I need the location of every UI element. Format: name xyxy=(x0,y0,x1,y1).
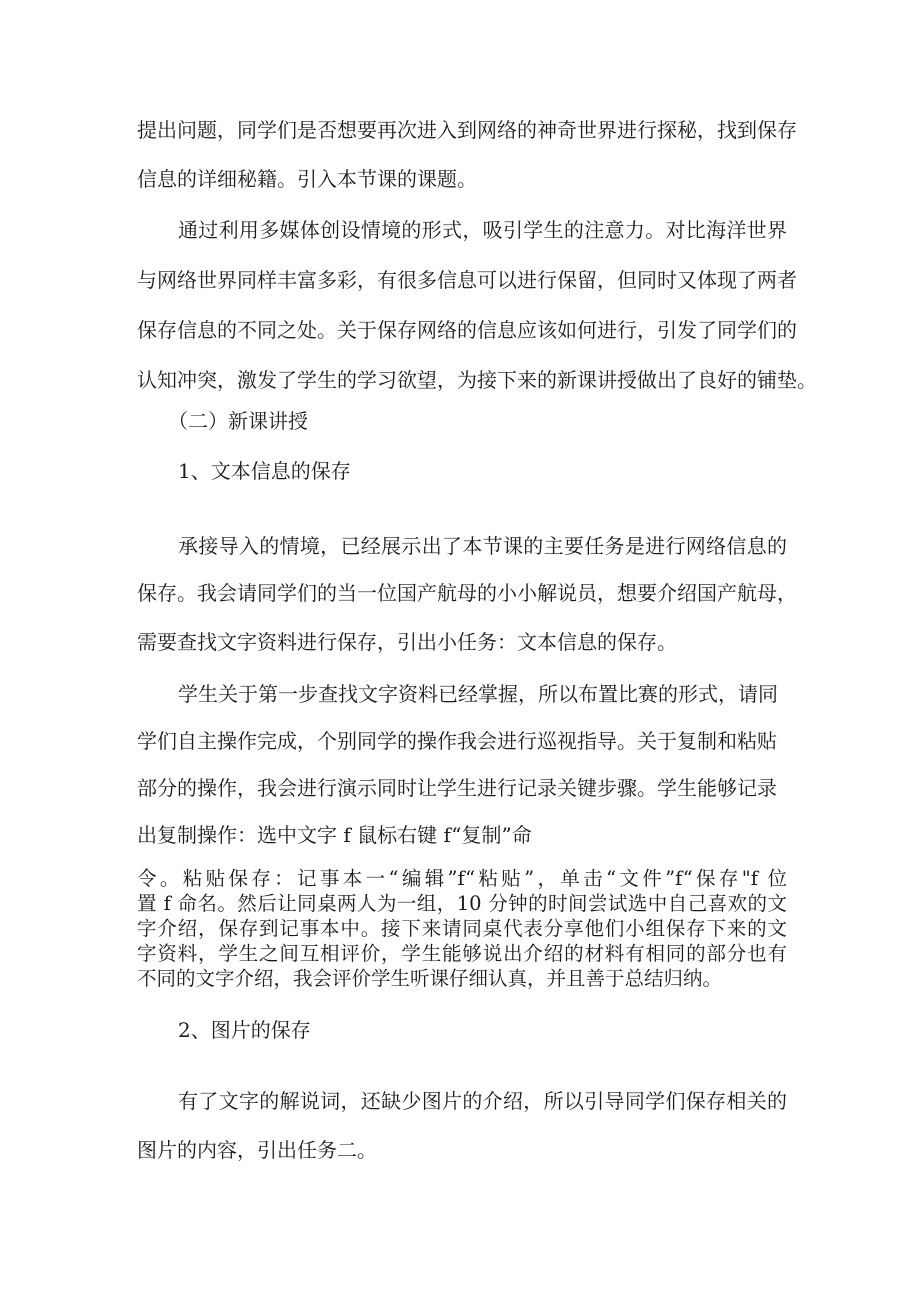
paragraph-line: 与网络世界同样丰富多彩，有很多信息可以进行保留，但同时又体现了两者 xyxy=(137,268,797,292)
paragraph-line: 学生关于第一步查找文字资料已经掌握，所以布置比赛的形式，请同 xyxy=(178,682,778,706)
paragraph-line: 令。粘贴保存：记事本一“编辑”f“粘贴”，单击“文件”f“保存"f 位 xyxy=(137,867,787,890)
paragraph-line: 部分的操作，我会进行演示同时让学生进行记录关键步骤。学生能够记录 xyxy=(137,776,777,800)
paragraph-line: 字介绍，保存到记事本中。接下来请同桌代表分享他们小组保存下来的文 xyxy=(137,917,787,940)
subsection-heading: 1、文本信息的保存 xyxy=(178,459,351,483)
paragraph-line: 需要查找文字资料进行保存，引出小任务：文本信息的保存。 xyxy=(137,630,677,654)
paragraph-line: 通过利用多媒体创设情境的形式，吸引学生的注意力。对比海洋世界 xyxy=(178,218,787,242)
paragraph-line: 有了文字的解说词，还缺少图片的介绍，所以引导同学们保存相关的 xyxy=(178,1089,787,1113)
section-heading: （二）新课讲授 xyxy=(168,409,308,433)
paragraph-line: 出复制操作：选中文字 f 鼠标右键 f“复制”命 xyxy=(137,823,532,847)
paragraph-line: 字资料，学生之间互相评价，学生能够说出介绍的材料有相同的部分也有 xyxy=(137,942,787,965)
paragraph-line: 学们自主操作完成，个别同学的操作我会进行巡视指导。关于复制和粘贴 xyxy=(137,729,777,753)
paragraph-line: 信息的详细秘籍。引入本节课的课题。 xyxy=(137,167,477,191)
paragraph-line: 保存信息的不同之处。关于保存网络的信息应该如何进行，引发了同学们的 xyxy=(137,318,797,342)
paragraph-line: 保存。我会请同学们的当一位国产航母的小小解说员，想要介绍国产航母， xyxy=(137,581,797,605)
subsection-heading: 2、图片的保存 xyxy=(178,1018,311,1042)
paragraph-line: 提出问题，同学们是否想要再次进入到网络的神奇世界进行探秘，找到保存 xyxy=(137,118,797,142)
paragraph-line: 不同的文字介绍，我会评价学生听课仔细认真，并且善于总结归纳。 xyxy=(137,967,723,990)
paragraph-line: 置 f 命名。然后让同桌两人为一组，10 分钟的时间尝试选中自己喜欢的文 xyxy=(137,892,787,915)
paragraph-line: 认知冲突，激发了学生的学习欲望，为接下来的新课讲授做出了良好的铺垫。 xyxy=(137,368,817,392)
paragraph-line: 承接导入的情境，已经展示出了本节课的主要任务是进行网络信息的 xyxy=(178,534,787,558)
paragraph-line: 图片的内容，引出任务二。 xyxy=(137,1138,377,1162)
